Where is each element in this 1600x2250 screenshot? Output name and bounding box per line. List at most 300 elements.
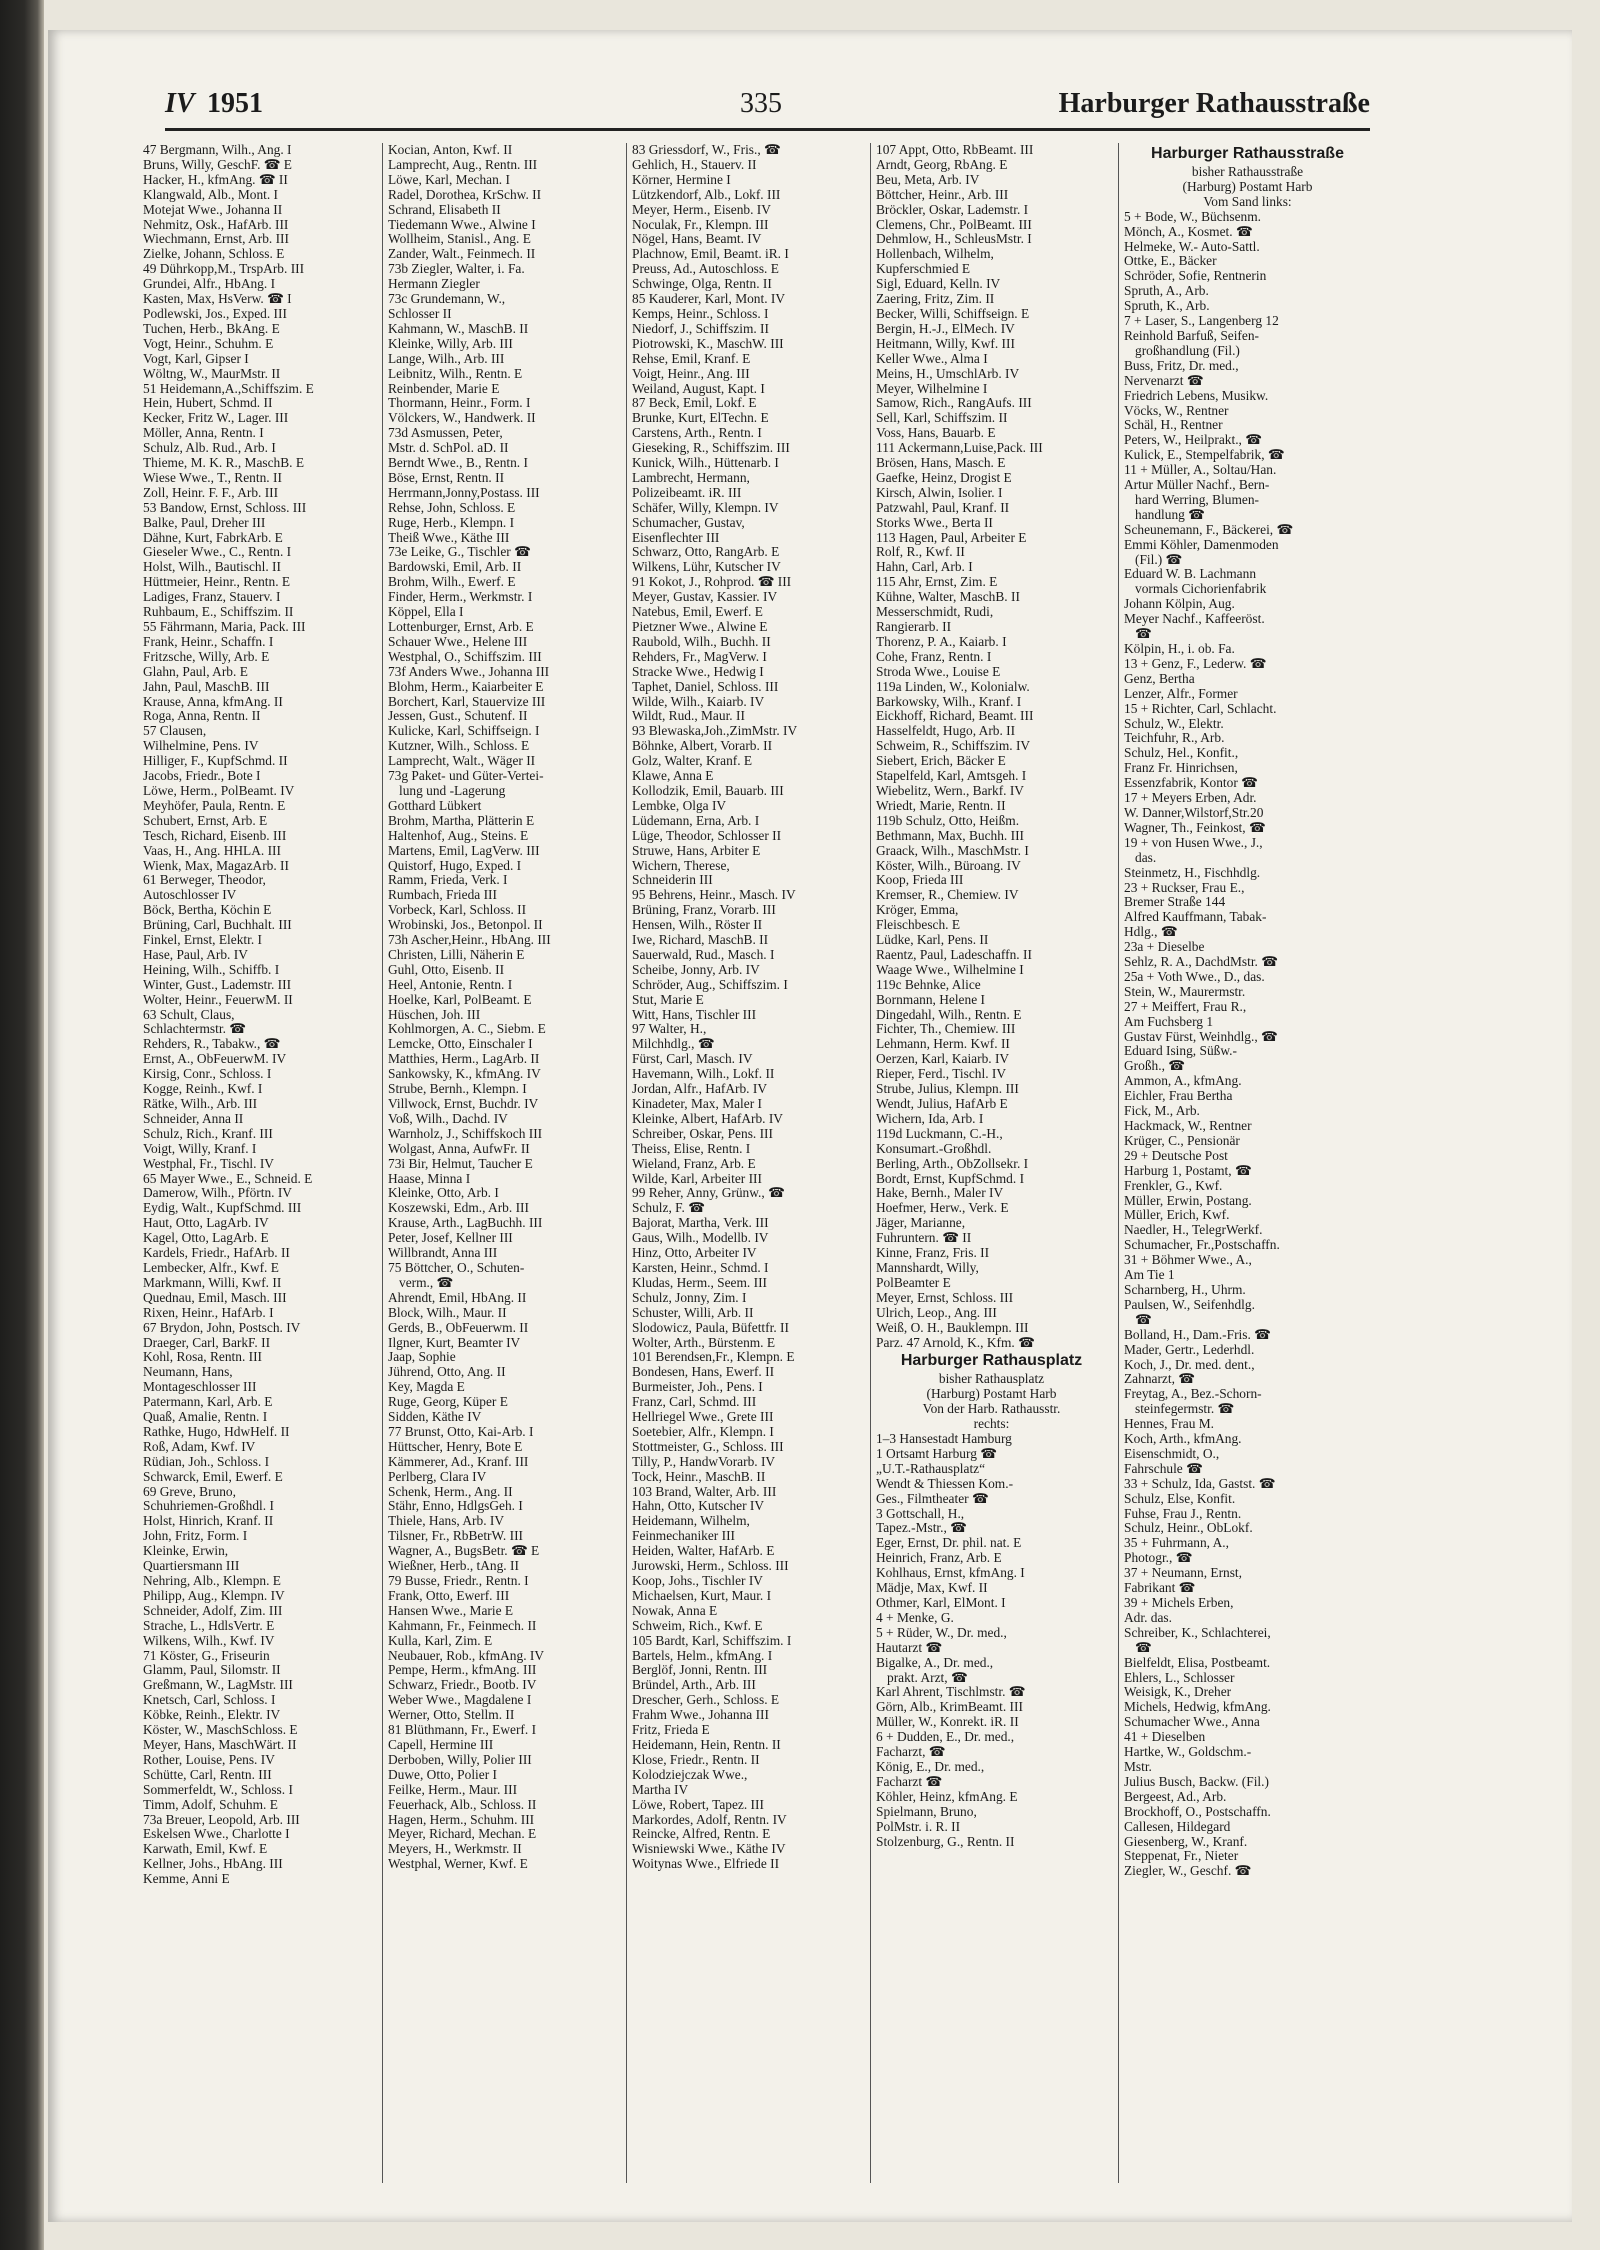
directory-line: Finkel, Ernst, Elektr. I	[143, 933, 263, 948]
directory-line: 119b Schulz, Otto, Heißm.	[876, 813, 1020, 828]
directory-line: Woitynas Wwe., Elfriede II	[632, 1857, 780, 1872]
directory-line: Jessen, Gust., Schutenf. II	[388, 709, 528, 724]
directory-line: Wolter, Heinr., FeuerwM. II	[143, 992, 293, 1007]
directory-line: Steppenat, Fr., Nieter	[1124, 1849, 1239, 1864]
directory-line: PolMstr. i. R. II	[876, 1819, 961, 1834]
directory-line: Meins, H., UmschlArb. IV	[876, 366, 1020, 381]
directory-line: Nehring, Alb., Klempn. E	[143, 1574, 281, 1588]
directory-line: Markordes, Adolf, Rentn. IV	[632, 1812, 787, 1827]
directory-line: 15 + Richter, Carl, Schlacht.	[1124, 701, 1277, 716]
directory-line: Voss, Hans, Bauarb. E	[876, 426, 996, 441]
directory-line: Guhl, Otto, Eisenb. II	[388, 962, 505, 977]
directory-line: Müller, Erich, Kwf.	[1124, 1208, 1230, 1223]
directory-line: ☎	[1135, 627, 1152, 642]
directory-line: Bolland, H., Dam.-Fris. ☎	[1124, 1327, 1271, 1342]
directory-line: 1–3 Hansestadt Hamburg	[876, 1432, 1012, 1447]
directory-line: Schulz, Hel., Konfit.,	[1124, 746, 1239, 761]
page-header	[165, 88, 1370, 126]
directory-line: Schreiber, Oskar, Pens. III	[632, 1126, 773, 1141]
directory-line: Vorbeck, Karl, Schloss. II	[388, 903, 527, 918]
directory-line: Messerschmidt, Rudi,	[876, 605, 994, 620]
directory-line: Lange, Wilh., Arb. III	[388, 351, 505, 366]
directory-line: Wieland, Franz, Arb. E	[632, 1156, 756, 1171]
directory-line: Rother, Louise, Pens. IV	[143, 1752, 275, 1767]
directory-line: Warnholz, J., Schiffskoch III	[388, 1126, 543, 1141]
directory-line: Lottenburger, Ernst, Arb. E	[388, 620, 534, 634]
directory-line: Wolter, Arth., Bürstenm. E	[632, 1335, 776, 1350]
directory-line: Schuhriemen-Großhdl. I	[143, 1499, 274, 1514]
directory-line: Gieseler Wwe., C., Rentn. I	[143, 545, 292, 560]
directory-line: 75 Böttcher, O., Schuten-	[388, 1260, 525, 1275]
directory-line: Wagner, A., BugsBetr. ☎ E	[388, 1544, 540, 1559]
directory-line: Lembke, Olga IV	[632, 798, 727, 813]
directory-line: Brösen, Hans, Masch. E	[876, 456, 1006, 471]
column-1	[138, 143, 374, 2183]
directory-line: Quednau, Emil, Masch. III	[143, 1290, 287, 1305]
directory-line: Weisigk, K., Dreher	[1124, 1685, 1232, 1700]
directory-line: Niedorf, J., Schiffszim. II	[632, 321, 769, 336]
directory-line: Berling, Arth., ObZollsekr. I	[876, 1156, 1029, 1171]
directory-line: Kulick, E., Stempelfabrik, ☎	[1124, 448, 1285, 463]
directory-line: Slodowicz, Paula, Büfettfr. II	[632, 1320, 789, 1335]
directory-line: Quartiersmann III	[143, 1559, 240, 1574]
directory-line: Koop, Johs., Tischler IV	[632, 1574, 763, 1588]
directory-line: 97 Walter, H.,	[632, 1022, 707, 1037]
directory-line: Klangwald, Alb., Mont. I	[143, 187, 279, 202]
directory-line: 53 Bandow, Ernst, Schloss. III	[143, 500, 307, 515]
directory-line: Mannshardt, Willy,	[876, 1260, 979, 1275]
directory-line: Konsumart.-Großhdl.	[876, 1141, 992, 1156]
directory-line: 105 Bardt, Karl, Schiffszim. I	[632, 1633, 792, 1648]
directory-line: Nehmitz, Osk., HafArb. III	[143, 217, 289, 232]
directory-line: Rätke, Wilh., Arb. III	[143, 1097, 258, 1111]
directory-line: Jordan, Alfr., HafArb. IV	[632, 1082, 767, 1097]
directory-line: Martha IV	[632, 1782, 689, 1797]
directory-line: Rüdian, Joh., Schloss. I	[143, 1454, 270, 1469]
directory-line: lung und -Lagerung	[399, 783, 506, 798]
directory-line: Rieper, Ferd., Tischl. IV	[876, 1067, 1007, 1082]
directory-line: Sommerfeldt, W., Schloss. I	[143, 1782, 293, 1797]
directory-line: Borchert, Karl, Stauervize III	[388, 694, 546, 709]
directory-line: Roß, Adam, Kwf. IV	[143, 1439, 256, 1454]
directory-line: Clemens, Chr., PolBeamt. III	[876, 217, 1032, 232]
directory-line: Köster, W., MaschSchloss. E	[143, 1723, 298, 1738]
directory-line: Köster, Wilh., Büroang. IV	[876, 858, 1021, 873]
directory-line: König, E., Dr. med.,	[876, 1759, 985, 1774]
directory-line: Autoschlosser IV	[143, 888, 237, 903]
directory-line: Nowak, Anna E	[632, 1603, 718, 1618]
directory-line: Wöltng, W., MaurMstr. II	[143, 366, 281, 381]
directory-line: Theiß Wwe., Käthe III	[388, 530, 510, 545]
directory-line: Strache, L., HdlsVertr. E	[143, 1618, 275, 1633]
directory-line: Hdlg., ☎	[1124, 925, 1178, 940]
directory-line: Ramm, Frieda, Verk. I	[388, 873, 508, 888]
directory-line: Krause, Arth., LagBuchh. III	[388, 1216, 543, 1231]
directory-line: Schulz, Jonny, Zim. I	[632, 1290, 747, 1305]
directory-line: Helmeke, W.- Auto-Sattl.	[1124, 239, 1260, 254]
directory-line: steinfegermstr. ☎	[1135, 1402, 1235, 1417]
directory-line: Lüdemann, Erna, Arb. I	[632, 813, 760, 828]
directory-line: Neubauer, Rob., kfmAng. IV	[388, 1648, 545, 1663]
directory-line: Brunke, Kurt, ElTechn. E	[632, 411, 769, 426]
directory-line: 107 Appt, Otto, RbBeamt. III	[876, 143, 1034, 157]
directory-line: Rehse, Emil, Kranf. E	[632, 351, 751, 366]
directory-line: Rathke, Hugo, HdwHelf. II	[143, 1424, 290, 1439]
directory-line: Schulz, Rich., Kranf. III	[143, 1126, 273, 1141]
directory-line: Duwe, Otto, Polier I	[388, 1767, 497, 1782]
directory-line: Michaelsen, Kurt, Maur. I	[632, 1588, 772, 1603]
directory-line: Dähne, Kurt, FabrkArb. E	[143, 530, 283, 545]
directory-line: Fick, M., Arb.	[1124, 1104, 1200, 1119]
directory-line: Sehlz, R. A., DachdMstr. ☎	[1124, 955, 1278, 970]
directory-line: Karsten, Heinr., Schmd. I	[632, 1260, 769, 1275]
directory-line: Podlewski, Jos., Exped. III	[143, 306, 287, 321]
directory-line: Hartke, W., Goldschm.-	[1124, 1745, 1252, 1760]
directory-line: 73i Bir, Helmut, Taucher E	[388, 1156, 533, 1171]
directory-line: Heel, Antonie, Rentn. I	[388, 977, 513, 992]
directory-line: Christen, Lilli, Näherin E	[388, 947, 525, 962]
directory-line: Eichler, Frau Bertha	[1124, 1089, 1233, 1104]
directory-line: Parz. 47 Arnold, K., Kfm. ☎	[876, 1335, 1035, 1350]
book-spine	[0, 0, 44, 2250]
directory-line: Lembecker, Alfr., Kwf. E	[143, 1260, 279, 1275]
directory-line: Steinmetz, H., Fischhdlg.	[1124, 865, 1261, 880]
directory-line: Kühne, Walter, MaschB. II	[876, 590, 1020, 605]
directory-line: Gotthard Lübkert	[388, 798, 482, 813]
directory-line: Heidemann, Wilhelm,	[632, 1514, 750, 1529]
directory-line: Derboben, Willy, Polier III	[388, 1752, 532, 1767]
directory-line: Greßmann, W., LagMstr. III	[143, 1678, 293, 1693]
directory-line: 47 Bergmann, Wilh., Ang. I	[143, 143, 292, 157]
directory-line: Thormann, Heinr., Form. I	[388, 396, 531, 411]
directory-line: ☎	[1135, 1312, 1152, 1327]
directory-line: Sankowsky, K., kfmAng. IV	[388, 1067, 541, 1082]
directory-line: „U.T.-Rathausplatz“	[876, 1461, 986, 1476]
directory-line: Böck, Bertha, Köchin E	[143, 903, 272, 918]
directory-line: Thiele, Hans, Arb. IV	[388, 1514, 505, 1529]
directory-line: Bondesen, Hans, Ewerf. II	[632, 1365, 775, 1380]
directory-line: Böhnke, Albert, Vorarb. II	[632, 739, 773, 754]
directory-line: Frahm Wwe., Johanna III	[632, 1708, 769, 1723]
directory-line: Storks Wwe., Berta II	[876, 515, 993, 530]
directory-line: Tuchen, Herb., BkAng. E	[143, 321, 280, 336]
directory-line: Patermann, Karl, Arb. E	[143, 1395, 273, 1410]
directory-line: Kölpin, H., i. ob. Fa.	[1124, 642, 1235, 656]
directory-line: Schlosser II	[388, 306, 452, 321]
directory-line: 51 Heidemann,A.,Schiffszim. E	[143, 381, 314, 396]
directory-line: Eskelsen Wwe., Charlotte I	[143, 1827, 290, 1842]
directory-line: Vogt, Heinr., Schuhm. E	[143, 336, 274, 351]
directory-line: Johann Kölpin, Aug.	[1124, 597, 1235, 612]
directory-line: Witt, Hans, Tischler III	[632, 1007, 757, 1022]
directory-line: W. Danner,Wilstorf,Str.20	[1124, 805, 1264, 820]
directory-line: 61 Berweger, Theodor,	[143, 873, 266, 888]
directory-line: Wienk, Max, MagazArb. II	[143, 858, 289, 873]
directory-line: Nervenarzt ☎	[1124, 373, 1204, 388]
directory-line: Lehmann, Herm. Kwf. II	[876, 1037, 1010, 1052]
directory-line: Stroda Wwe., Louise E	[876, 664, 1001, 679]
directory-line: 19 + von Husen Wwe., J.,	[1124, 835, 1263, 850]
directory-line: Lamprecht, Aug., Rentn. III	[388, 157, 538, 172]
directory-line: Stähr, Enno, HdlgsGeh. I	[388, 1499, 523, 1514]
directory-line: Lüdke, Karl, Pens. II	[876, 933, 989, 948]
directory-line: Koch, J., Dr. med. dent.,	[1124, 1357, 1255, 1372]
directory-line: Bardowski, Emil, Arb. II	[388, 560, 522, 575]
directory-line: Reinbender, Marie E	[388, 381, 500, 396]
directory-line: Zahnarzt, ☎	[1124, 1372, 1195, 1387]
directory-line: John, Fritz, Form. I	[143, 1529, 248, 1544]
directory-line: handlung ☎	[1135, 507, 1205, 522]
directory-line: Wichern, Ida, Arb. I	[876, 1111, 984, 1126]
directory-line: Schuster, Willi, Arb. II	[632, 1305, 754, 1320]
directory-line: Patzwahl, Paul, Kranf. II	[876, 500, 1010, 515]
directory-line: Alfred Kauffmann, Tabak-	[1124, 910, 1267, 925]
directory-line: Markmann, Willi, Kwf. II	[143, 1275, 282, 1290]
directory-line: Hoelke, Karl, PolBeamt. E	[388, 992, 532, 1007]
directory-line: Balke, Paul, Dreher III	[143, 515, 266, 530]
directory-line: Keller Wwe., Alma I	[876, 351, 988, 366]
directory-line: Hacker, H., kfmAng. ☎ II	[143, 172, 288, 187]
directory-line: Grundei, Alfr., HbAng. I	[143, 277, 276, 292]
directory-line: Feinmechaniker III	[632, 1529, 735, 1544]
directory-line: Schröder, Sofie, Rentnerin	[1124, 269, 1267, 284]
directory-line: Heidemann, Hein, Rentn. II	[632, 1737, 781, 1752]
directory-line: Sigl, Eduard, Kelln. IV	[876, 277, 1001, 292]
directory-line: Krüger, C., Pensionär	[1124, 1133, 1240, 1148]
directory-line: Müller, Erwin, Postang.	[1124, 1193, 1252, 1208]
directory-line: Soetebier, Alfr., Klempn. I	[632, 1424, 774, 1439]
directory-line: 115 Ahr, Ernst, Zim. E	[876, 575, 998, 590]
directory-line: Zielke, Johann, Schloss. E	[143, 247, 285, 262]
directory-line: Noculak, Fr., Klempn. III	[632, 217, 769, 232]
directory-line: Bröckler, Oskar, Lademstr. I	[876, 202, 1029, 217]
directory-line: Bigalke, A., Dr. med.,	[876, 1655, 994, 1670]
directory-line: Gehlich, H., Stauerv. II	[632, 157, 757, 172]
directory-line: Völckers, W., Handwerk. II	[388, 411, 536, 426]
directory-line: Kinne, Franz, Fris. II	[876, 1246, 990, 1261]
directory-line: Kludas, Herm., Seem. III	[632, 1275, 767, 1290]
directory-line: Voß, Wilh., Dachd. IV	[388, 1111, 508, 1126]
directory-line: Vöcks, W., Rentner	[1124, 403, 1229, 418]
directory-line: Raentz, Paul, Ladeschaffn. II	[876, 947, 1032, 962]
directory-line: Julius Busch, Backw. (Fil.)	[1124, 1774, 1269, 1789]
directory-line: Quistorf, Hugo, Exped. I	[388, 858, 522, 873]
directory-line: Peters, W., Heilprakt., ☎	[1124, 433, 1262, 448]
directory-line: Natebus, Emil, Ewerf. E	[632, 605, 763, 620]
directory-line: Schütte, Carl, Rentn. III	[143, 1767, 272, 1782]
directory-line: Bajorat, Martha, Verk. III	[632, 1216, 769, 1231]
directory-line: Hoefmer, Herw., Verk. E	[876, 1201, 1009, 1216]
directory-line: 23 + Ruckser, Frau E.,	[1124, 880, 1245, 895]
directory-line: Eduard Ising, Süßw.-	[1124, 1044, 1237, 1059]
directory-line: Rehders, R., Tabakw., ☎	[143, 1037, 281, 1052]
directory-line: Müller, W., Konrekt. iR. II	[876, 1715, 1019, 1730]
directory-line: 73e Leike, G., Tischler ☎	[388, 545, 531, 560]
directory-line: 73d Asmussen, Peter,	[388, 426, 503, 441]
directory-line: hard Werring, Blumen-	[1135, 492, 1259, 507]
directory-line: Wilkens, Lühr, Kutscher IV	[632, 560, 781, 575]
directory-line: Perlberg, Clara IV	[388, 1469, 487, 1484]
directory-line: Mädje, Max, Kwf. II	[876, 1581, 988, 1596]
directory-line: Schumacher, Fr.,Postschaffn.	[1124, 1238, 1280, 1253]
directory-line: Wendt & Thiessen Kom.-	[876, 1476, 1014, 1491]
directory-line: Hautarzt ☎	[876, 1640, 943, 1655]
directory-line: Böttcher, Heinr., Arb. III	[876, 187, 1009, 202]
directory-line: Spruth, A., Arb.	[1124, 284, 1209, 299]
directory-line: Kunick, Wilh., Hüttenarb. I	[632, 456, 779, 471]
directory-line: 73c Grundemann, W.,	[388, 292, 506, 307]
directory-line: Schulz, Else, Konfit.	[1124, 1491, 1236, 1506]
directory-line: 113 Hagen, Paul, Arbeiter E	[876, 530, 1027, 545]
directory-line: Bergin, H.-J., ElMech. IV	[876, 321, 1015, 336]
directory-line: Meyer, Ernst, Schloss. III	[876, 1290, 1014, 1305]
directory-line: Bremer Straße 144	[1124, 895, 1226, 910]
directory-line: 83 Griessdorf, W., Fris., ☎	[632, 143, 781, 157]
directory-line: rechts:	[973, 1417, 1010, 1432]
directory-line: Genz, Bertha	[1124, 671, 1195, 686]
directory-line: Weber Wwe., Magdalene I	[388, 1693, 532, 1708]
directory-line: 91 Kokot, J., Rohprod. ☎ III	[632, 575, 792, 590]
directory-line: Weiland, August, Kapt. I	[632, 381, 765, 396]
directory-line: Wilkens, Wilh., Kwf. IV	[143, 1633, 275, 1648]
directory-line: Struwe, Hans, Arbiter E	[632, 843, 761, 858]
directory-line: Samow, Rich., RangAufs. III	[876, 396, 1032, 411]
directory-line: Wendt, Julius, HafArb E	[876, 1097, 1008, 1111]
directory-line: Taphet, Daniel, Schloss. III	[632, 679, 779, 694]
directory-line: Schubert, Ernst, Arb. E	[143, 813, 268, 828]
directory-line: Thieme, M. K. R., MaschB. E	[143, 456, 305, 471]
directory-line: Gieseking, R., Schiffszim. III	[632, 441, 790, 456]
directory-line: Kohlmorgen, A. C., Siebm. E	[388, 1022, 546, 1037]
directory-line: Frank, Otto, Ewerf. III	[388, 1588, 510, 1603]
directory-line: Giesenberg, W., Kranf.	[1124, 1834, 1248, 1849]
directory-line: Tesch, Richard, Eisenb. III	[143, 828, 287, 843]
directory-line: Haut, Otto, LagArb. IV	[143, 1216, 269, 1231]
directory-line: Friedrich Lebens, Musikw.	[1124, 388, 1269, 403]
directory-line: Ladiges, Franz, Stauerv. I	[143, 590, 281, 605]
directory-line: 73b Ziegler, Walter, i. Fa.	[388, 262, 525, 277]
directory-line: Becker, Willi, Schiffseign. E	[876, 306, 1030, 321]
directory-line: Schrand, Elisabeth II	[388, 202, 501, 217]
directory-line: Fuhruntern. ☎ II	[876, 1231, 972, 1246]
directory-line: Meyer Nachf., Kaffeeröst.	[1124, 612, 1265, 627]
directory-line: Köbke, Reinh., Elektr. IV	[143, 1708, 281, 1723]
directory-line: Kellner, Johs., HbAng. III	[143, 1857, 283, 1872]
directory-line: Glamm, Paul, Silomstr. II	[143, 1663, 281, 1678]
directory-line: Jaap, Sophie	[388, 1350, 456, 1365]
directory-line: Kolodziejczak Wwe.,	[632, 1767, 748, 1782]
directory-line: Ahrendt, Emil, HbAng. II	[388, 1290, 527, 1305]
directory-columns	[138, 143, 1370, 2183]
directory-line: Fichter, Th., Chemiew. III	[876, 1022, 1016, 1037]
directory-line: Beu, Meta, Arb. IV	[876, 172, 980, 187]
directory-line: Gaefke, Heinz, Drogist E	[876, 470, 1012, 485]
directory-line: Kogge, Reinh., Kwf. I	[143, 1082, 263, 1097]
directory-line: Strube, Julius, Klempn. III	[876, 1082, 1019, 1097]
directory-line: Vogt, Karl, Gipser I	[143, 351, 249, 366]
directory-line: Tock, Heinr., MaschB. II	[632, 1469, 766, 1484]
directory-line: Kinadeter, Max, Maler I	[632, 1097, 762, 1111]
directory-line: Arndt, Georg, RbAng. E	[876, 157, 1008, 172]
directory-line: Radel, Dorothea, KrSchw. II	[388, 187, 542, 202]
volume-number: IV	[165, 88, 195, 119]
directory-line: Waage Wwe., Wilhelmine I	[876, 962, 1024, 977]
directory-line: Buss, Fritz, Dr. med.,	[1124, 358, 1239, 373]
directory-line: Wilde, Karl, Arbeiter III	[632, 1171, 762, 1186]
directory-line: Schäl, H., Rentner	[1124, 418, 1223, 433]
directory-line: Kasten, Max, HsVerw. ☎ I	[143, 292, 292, 307]
directory-line: Havemann, Wilh., Lokf. II	[632, 1067, 775, 1082]
directory-line: Emmi Köhler, Damenmoden	[1124, 537, 1279, 552]
directory-line: Mönch, A., Kosmet. ☎	[1124, 224, 1253, 239]
directory-line: Sidden, Käthe IV	[388, 1410, 482, 1425]
directory-line: Brockhoff, O., Postschaffn.	[1124, 1804, 1271, 1819]
directory-line: Voigt, Heinr., Ang. III	[632, 366, 750, 381]
directory-line: Löwe, Karl, Mechan. I	[388, 172, 510, 187]
directory-line: Schwarck, Emil, Ewerf. E	[143, 1469, 283, 1484]
column-5	[1118, 143, 1371, 2183]
directory-line: Schwarz, Friedr., Bootb. IV	[388, 1678, 537, 1693]
directory-line: Meyers, H., Werkmstr. II	[388, 1842, 522, 1857]
directory-line: Freytag, A., Bez.-Schorn-	[1124, 1387, 1262, 1402]
directory-line: Hennes, Frau M.	[1124, 1417, 1215, 1432]
directory-line: (Harburg) Postamt Harb	[926, 1387, 1057, 1402]
directory-line: ☎	[1135, 1640, 1152, 1655]
directory-line: Schlachtermstr. ☎	[143, 1022, 246, 1037]
directory-line: 5 + Bode, W., Büchsenm.	[1124, 209, 1261, 224]
directory-line: Artur Müller Nachf., Bern-	[1124, 478, 1270, 493]
directory-line: Reincke, Alfred, Rentn. E	[632, 1827, 771, 1842]
directory-line: Bartels, Helm., kfmAng. I	[632, 1648, 773, 1663]
directory-line: Lenzer, Alfr., Former	[1124, 686, 1238, 701]
directory-line: Kocian, Anton, Kwf. II	[388, 143, 513, 157]
directory-line: Oerzen, Karl, Kaiarb. IV	[876, 1052, 1010, 1067]
directory-line: Knetsch, Carl, Schloss. I	[143, 1693, 276, 1708]
directory-line: Pempe, Herm., kfmAng. III	[388, 1663, 537, 1678]
directory-line: 11 + Müller, A., Soltau/Han.	[1124, 463, 1277, 478]
directory-line: Voigt, Willy, Kranf. I	[143, 1141, 257, 1156]
directory-line: Krause, Anna, kfmAng. II	[143, 694, 283, 709]
directory-line: 71 Köster, G., Friseurin	[143, 1648, 270, 1663]
directory-line: Wilde, Wilh., Kaiarb. IV	[632, 694, 765, 709]
directory-line: Glahn, Paul, Arb. E	[143, 664, 248, 679]
directory-line: Franz Fr. Hinrichsen,	[1124, 761, 1238, 776]
directory-line: Ziegler, W., Geschf. ☎	[1124, 1864, 1252, 1879]
directory-line: Key, Magda E	[388, 1380, 465, 1395]
directory-line: Wichern, Therese,	[632, 858, 730, 873]
directory-line: Kagel, Otto, LagArb. E	[143, 1231, 269, 1246]
directory-line: Bergeest, Ad., Arb.	[1124, 1789, 1227, 1804]
directory-line: 81 Blüthmann, Fr., Ewerf. I	[388, 1723, 537, 1738]
directory-line: Franz, Carl, Schmd. III	[632, 1395, 757, 1410]
directory-line: Körner, Hermine I	[632, 172, 731, 187]
directory-line: Bordt, Ernst, KupfSchmd. I	[876, 1171, 1025, 1186]
directory-line: Heinrich, Franz, Arb. E	[876, 1551, 1002, 1566]
directory-line: Hellriegel Wwe., Grete III	[632, 1410, 774, 1425]
directory-line: Villwock, Ernst, Buchdr. IV	[388, 1097, 539, 1111]
directory-line: Teichfuhr, R., Arb.	[1124, 731, 1225, 746]
directory-line: Bründel, Arth., Arb. III	[632, 1678, 756, 1693]
directory-line: 73f Anders Wwe., Johanna III	[388, 664, 550, 679]
directory-line: 73a Breuer, Leopold, Arb. III	[143, 1812, 300, 1827]
directory-line: Eickhoff, Richard, Beamt. III	[876, 709, 1034, 724]
directory-line: 111 Ackermann,Luise,Pack. III	[876, 441, 1043, 456]
directory-line: Gaus, Wilh., Modellb. IV	[632, 1231, 769, 1246]
directory-line: 69 Greve, Bruno,	[143, 1484, 236, 1499]
directory-line: Roga, Anna, Rentn. II	[143, 709, 261, 724]
directory-line: Damerow, Wilh., Pförtn. IV	[143, 1186, 292, 1201]
column-2	[382, 143, 619, 2183]
